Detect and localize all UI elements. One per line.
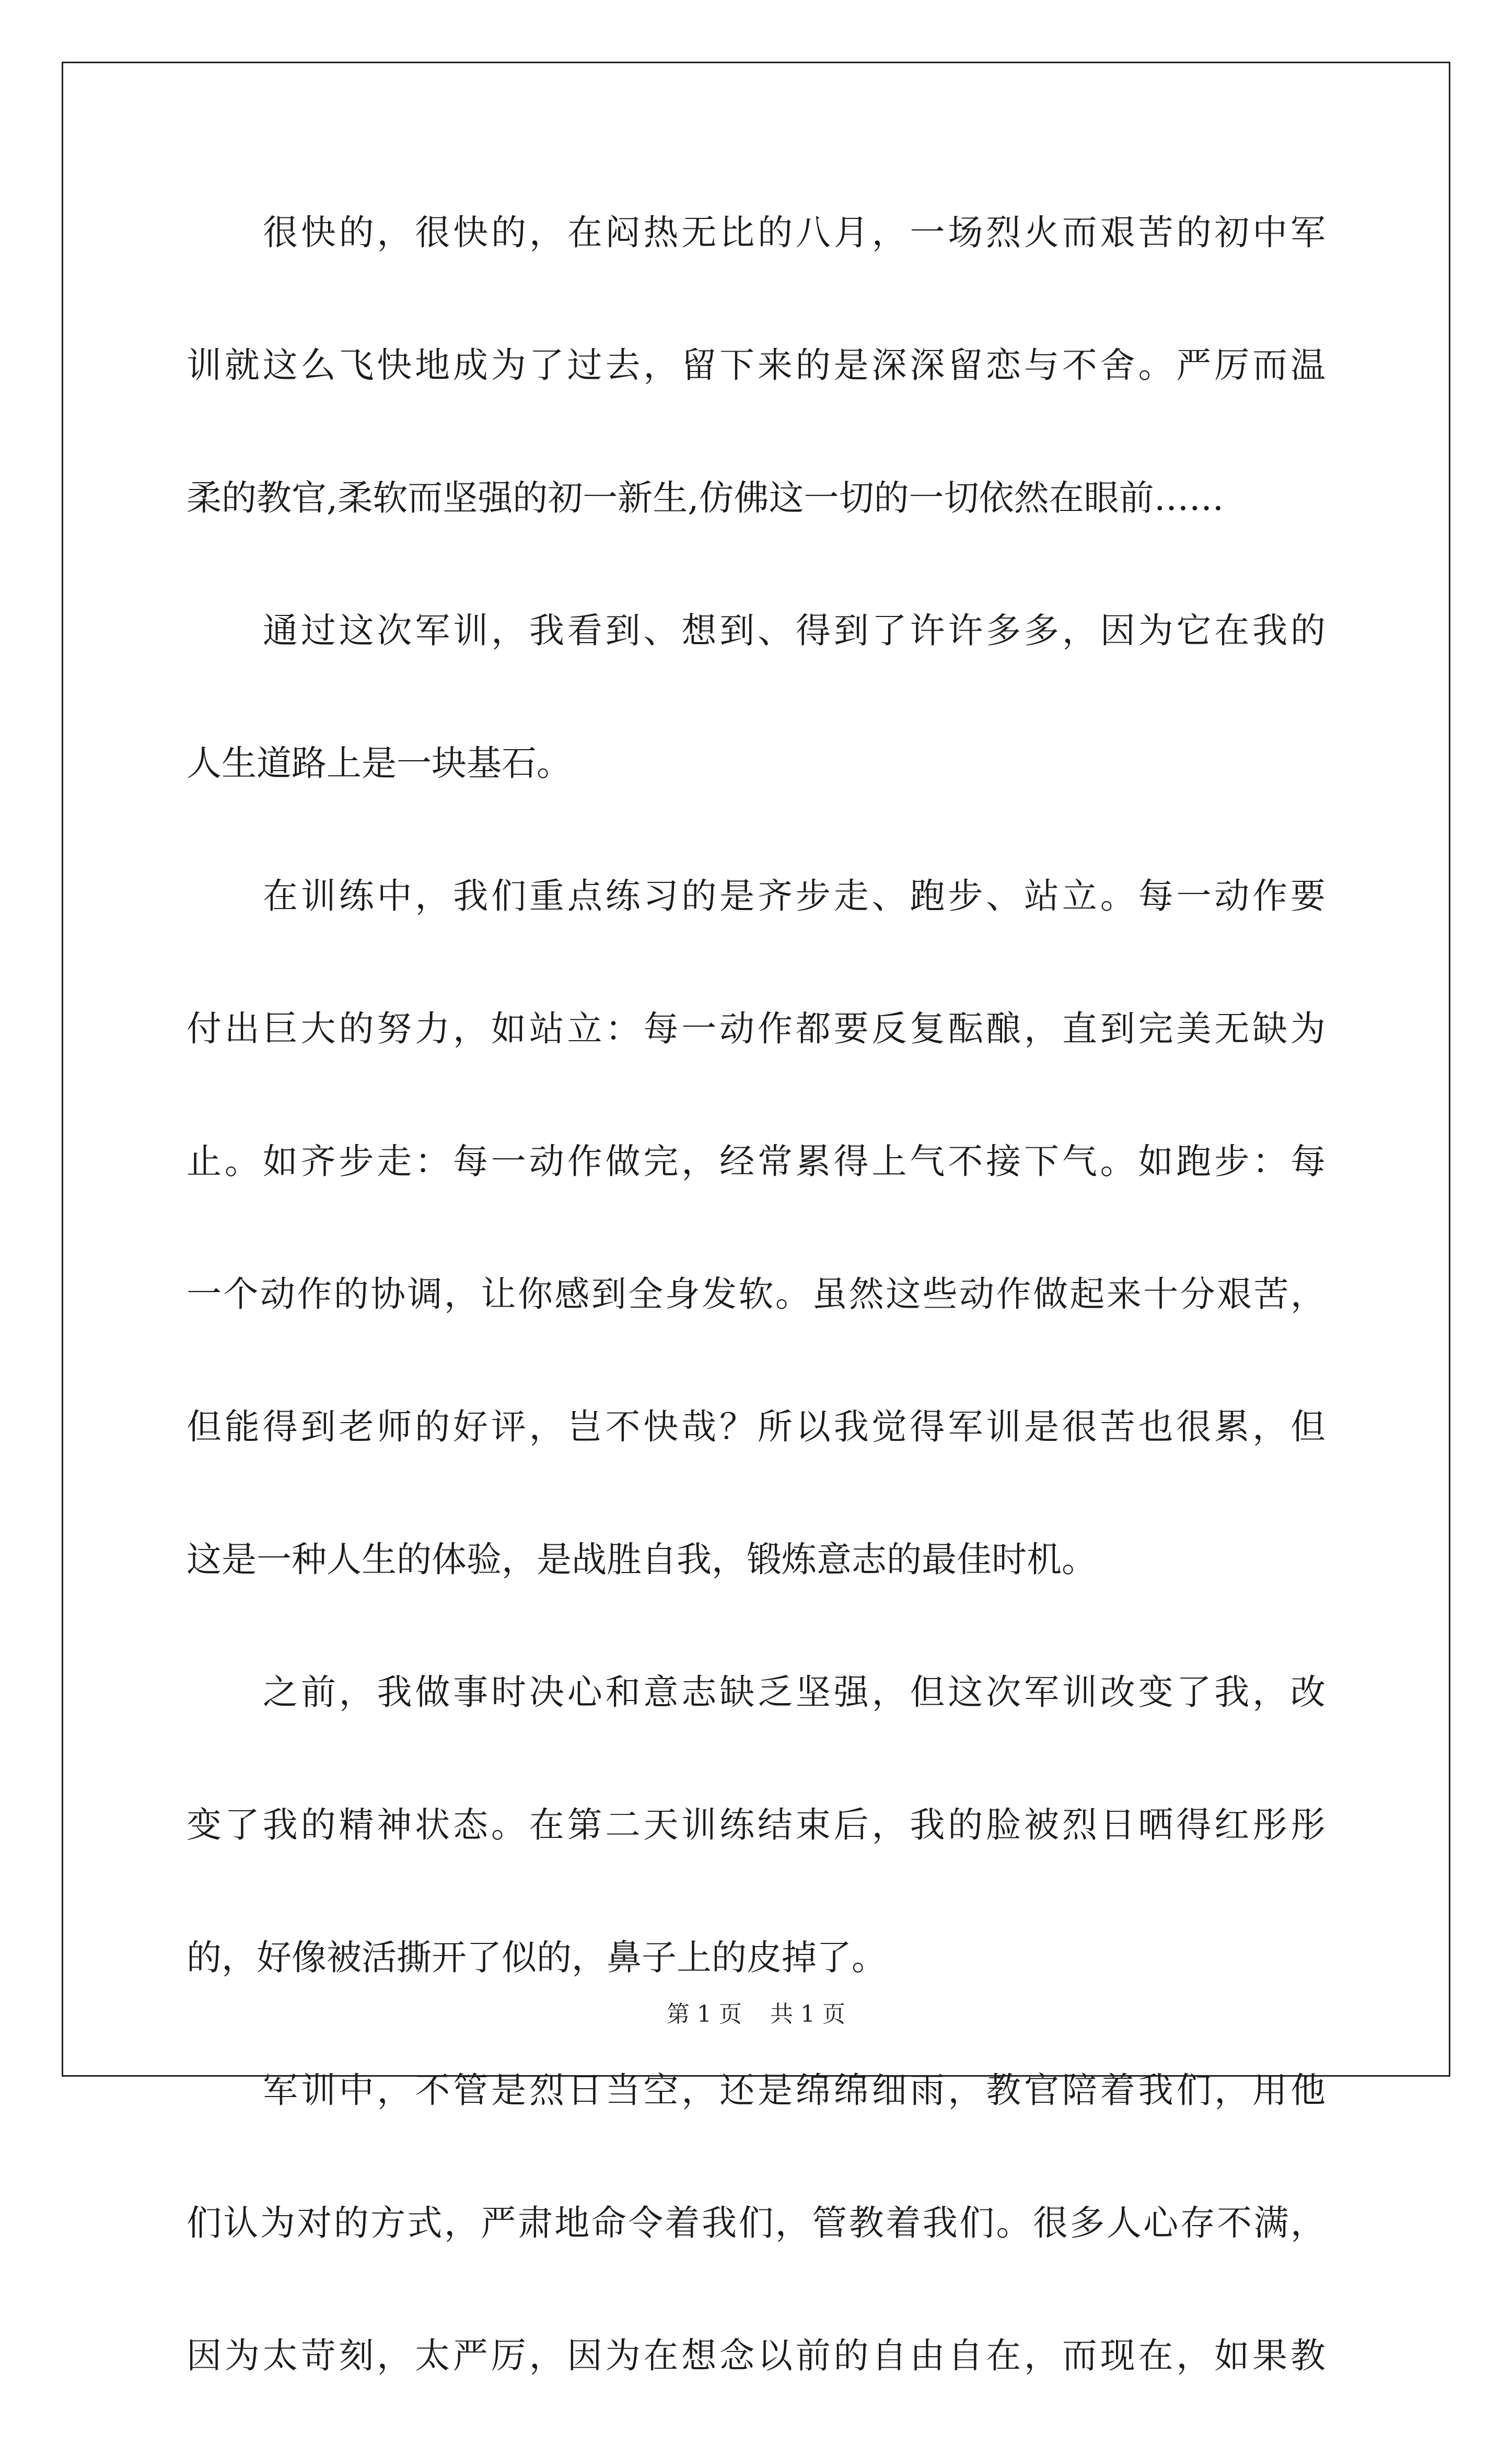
text-line: 一个动作的协调，让你感到全身发软。虽然这些动作做起来十分艰苦， (187, 1274, 1325, 1314)
text-line: 人生道路上是一块基石。 (187, 743, 572, 784)
text-line: 训就这么飞快地成为了过去，留下来的是深深留恋与不舍。严厉而温 (187, 345, 1325, 386)
text-line: 这是一种人生的体验，是战胜自我，锻炼意志的最佳时机。 (187, 1539, 1097, 1580)
text-line: 变了我的精神状态。在第二天训练结束后，我的脸被烈日晒得红彤彤 (187, 1804, 1325, 1845)
text-line: 的，好像被活撕开了似的，鼻子上的皮掉了。 (187, 1937, 887, 1978)
text-line: 付出巨大的努力，如站立：每一动作都要反复酝酿，直到完美无缺为 (187, 1008, 1325, 1049)
text-line: 止。如齐步走：每一动作做完，经常累得上气不接下气。如跑步：每 (187, 1141, 1325, 1182)
text-line: 之前，我做事时决心和意志缺乏坚强，但这次军训改变了我，改 (263, 1672, 1325, 1713)
text-line: 但能得到老师的好评，岂不快哉？所以我觉得军训是很苦也很累，但 (187, 1406, 1325, 1447)
page-total: 共 1 页 (770, 2001, 845, 2028)
text-line: 很快的，很快的，在闷热无比的八月，一场烈火而艰苦的初中军 (263, 212, 1325, 253)
text-line: 军训中，不管是烈日当空，还是绵绵细雨，教官陪着我们，用他 (263, 2070, 1325, 2111)
text-line: 柔的教官,柔软而坚强的初一新生,仿佛这一切的一切依然在眼前…… (187, 478, 1224, 518)
page-number: 第 1 页 (667, 2001, 742, 2028)
page-footer (0, 1999, 1512, 2030)
text-line: 们认为对的方式，严肃地命令着我们，管教着我们。很多人心存不满， (187, 2203, 1325, 2243)
document-body (187, 201, 1325, 2457)
text-line: 在训练中，我们重点练习的是齐步走、跑步、站立。每一动作要 (263, 876, 1325, 916)
text-line: 因为太苛刻，太严厉，因为在想念以前的自由自在，而现在，如果教 (187, 2335, 1325, 2376)
text-line: 通过这次军训，我看到、想到、得到了许许多多，因为它在我的 (263, 610, 1325, 651)
